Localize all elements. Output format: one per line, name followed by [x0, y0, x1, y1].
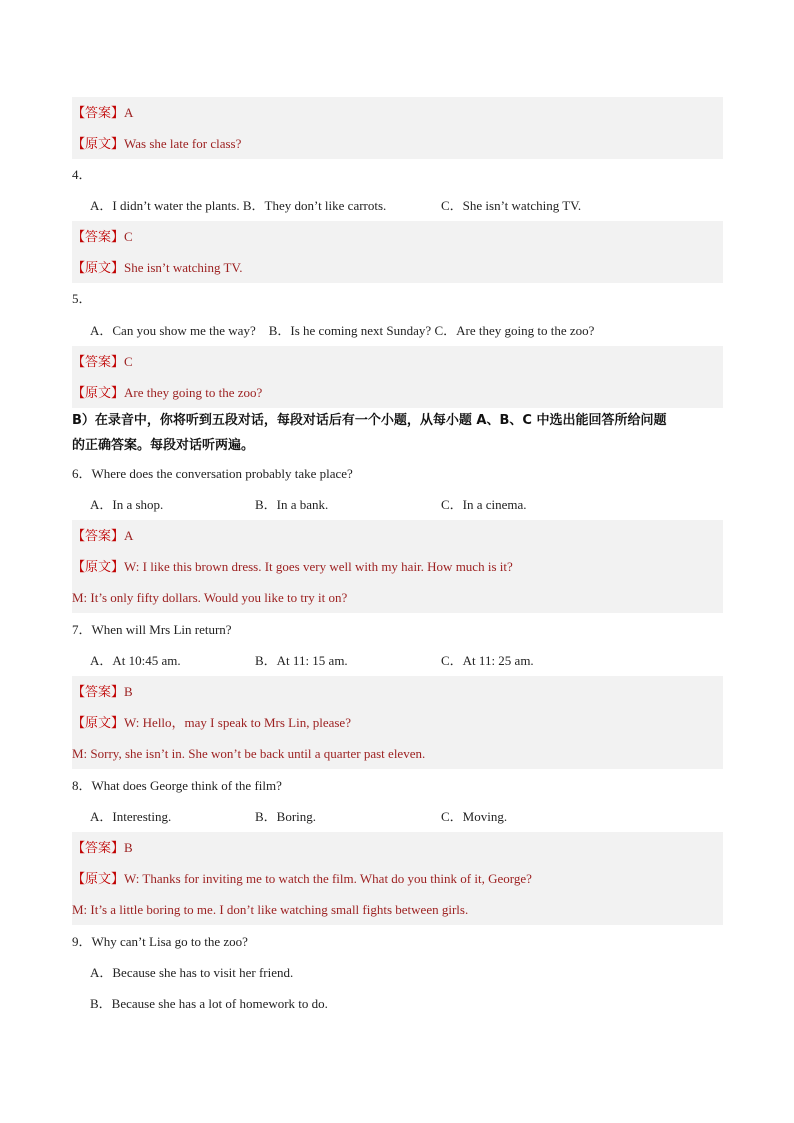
- transcript-line: 【原文】W: Hello，may I speak to Mrs Lin, please?: [72, 707, 723, 738]
- question-7: 7．When will Mrs Lin return?: [72, 622, 232, 637]
- options-line: A．I didn’t water the plants. B．They don’t like carrots. C．She isn’t watching TV.: [90, 198, 582, 213]
- transcript-line: 【原文】W: I like this brown dress. It goes very well with my hair. How much is it?: [72, 551, 723, 582]
- question-9: 9．Why can’t Lisa go to the zoo?: [72, 934, 248, 949]
- options-line: B．Because she has a lot of homework to do.: [90, 996, 328, 1011]
- transcript-line: M: It’s only fifty dollars. Would you like to try it on?: [72, 582, 723, 613]
- options-line: A．Interesting. B．Boring. C．Moving.: [90, 809, 508, 824]
- options-line: A．Can you show me the way? B．Is he coming next Sunday? C．Are they going to the zoo?: [90, 323, 595, 338]
- answer-line: 【答案】B: [72, 832, 723, 863]
- transcript-line: 【原文】She isn’t watching TV.: [72, 252, 723, 283]
- question-number: 4．: [72, 167, 92, 182]
- answer-line: 【答案】B: [72, 676, 723, 707]
- options-line: A．Because she has to visit her friend.: [90, 965, 294, 980]
- question-8: 8．What does George think of the film?: [72, 778, 282, 793]
- transcript-line: M: It’s a little boring to me. I don’t like watching small fights between girls.: [72, 894, 723, 925]
- answer-line: 【答案】C: [72, 221, 723, 252]
- transcript-line: 【原文】Are they going to the zoo?: [72, 377, 723, 408]
- answer-line: 【答案】A: [72, 520, 723, 551]
- question-6: 6．Where does the conversation probably take place?: [72, 466, 353, 481]
- answer-line: 【答案】A: [72, 97, 723, 128]
- question-number: 5．: [72, 291, 92, 306]
- options-line: A．In a shop. B．In a bank. C．In a cinema.: [90, 497, 527, 512]
- transcript-line: 【原文】W: Thanks for inviting me to watch the film. What do you think of it, George?: [72, 863, 723, 894]
- answer-line: 【答案】C: [72, 346, 723, 377]
- options-line: A．At 10:45 am. B．At 11: 15 am. C．At 11: 25 am.: [90, 653, 534, 668]
- section-b-instruction-line2: 的正确答案。每段对话听两遍。: [72, 438, 255, 453]
- transcript-line: M: Sorry, she isn’t in. She won’t be back until a quarter past eleven.: [72, 738, 723, 769]
- section-b-instruction-line1: B）在录音中，你将听到五段对话，每段对话后有一个小题，从每小题 A、B、C 中选出能回答所给问题: [72, 413, 667, 428]
- transcript-line: 【原文】Was she late for class?: [72, 128, 723, 159]
